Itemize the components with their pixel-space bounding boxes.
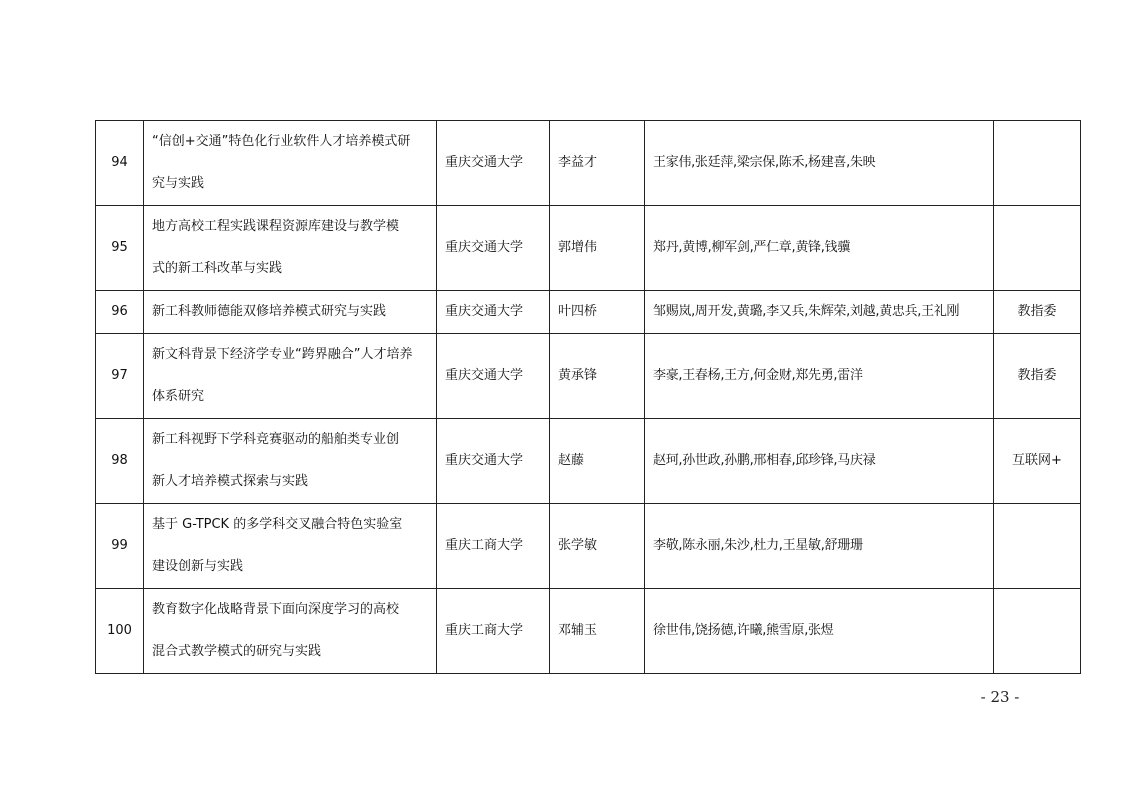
project-title-line: 究与实践	[152, 176, 205, 191]
row-number: 98	[96, 419, 144, 504]
row-number: 95	[96, 206, 144, 291]
project-title-line: 地方高校工程实践课程资源库建设与教学模	[152, 219, 400, 234]
remark: 教指委	[994, 291, 1081, 334]
row-number: 96	[96, 291, 144, 334]
project-title	[144, 419, 437, 504]
project-title	[144, 121, 437, 206]
school-name: 重庆工商大学	[437, 589, 550, 674]
school-name: 重庆交通大学	[437, 291, 550, 334]
row-number: 99	[96, 504, 144, 589]
project-title	[144, 206, 437, 291]
table-row	[96, 121, 1081, 206]
remark	[994, 121, 1081, 206]
project-title-line: 新人才培养模式探索与实践	[152, 474, 309, 489]
project-title-line: 体系研究	[152, 389, 205, 404]
school-name: 重庆交通大学	[437, 121, 550, 206]
remark: 教指委	[994, 334, 1081, 419]
table-row	[96, 589, 1081, 674]
team-members: 王家伟,张廷萍,梁宗保,陈禾,杨建喜,朱映	[645, 121, 994, 206]
table-row	[96, 291, 1081, 334]
project-title-line: 混合式教学模式的研究与实践	[152, 644, 322, 659]
school-name: 重庆交通大学	[437, 206, 550, 291]
project-leader: 叶四桥	[550, 291, 645, 334]
project-leader: 郭增伟	[550, 206, 645, 291]
table-row	[96, 206, 1081, 291]
remark	[994, 589, 1081, 674]
school-name: 重庆交通大学	[437, 334, 550, 419]
school-name: 重庆交通大学	[437, 419, 550, 504]
project-title	[144, 504, 437, 589]
row-number: 94	[96, 121, 144, 206]
project-title-line: 新工科教师德能双修培养模式研究与实践	[152, 304, 387, 319]
project-title-line: 教育数字化战略背景下面向深度学习的高校	[152, 602, 400, 617]
table-row	[96, 334, 1081, 419]
table-row	[96, 419, 1081, 504]
project-title-line: “信创+交通”特色化行业软件人才培养模式研	[152, 134, 411, 149]
project-title-line: 建设创新与实践	[152, 559, 244, 574]
school-name: 重庆工商大学	[437, 504, 550, 589]
project-leader: 李益才	[550, 121, 645, 206]
table-row	[96, 504, 1081, 589]
page-number: - 23 -	[980, 688, 1020, 706]
project-leader: 张学敏	[550, 504, 645, 589]
project-title	[144, 291, 437, 334]
project-leader: 黄承锋	[550, 334, 645, 419]
project-table	[95, 120, 1081, 674]
team-members: 赵珂,孙世政,孙鹏,邢相春,邱珍锋,马庆禄	[645, 419, 994, 504]
project-leader: 邓辅玉	[550, 589, 645, 674]
project-title	[144, 334, 437, 419]
team-members: 郑丹,黄博,柳军剑,严仁章,黄锋,钱骥	[645, 206, 994, 291]
project-title-line: 新工科视野下学科竞赛驱动的船舶类专业创	[152, 432, 400, 447]
team-members: 徐世伟,饶扬德,许曦,熊雪原,张煜	[645, 589, 994, 674]
project-title	[144, 589, 437, 674]
row-number: 100	[96, 589, 144, 674]
project-leader: 赵藤	[550, 419, 645, 504]
remark	[994, 504, 1081, 589]
team-members: 邹赐岚,周开发,黄璐,李又兵,朱辉荣,刘越,黄忠兵,王礼刚	[645, 291, 994, 334]
row-number: 97	[96, 334, 144, 419]
project-title-line: 基于 G-TPCK 的多学科交叉融合特色实验室	[152, 517, 403, 532]
team-members: 李豪,王春杨,王方,何金财,郑先勇,雷洋	[645, 334, 994, 419]
project-title-line: 式的新工科改革与实践	[152, 261, 283, 276]
project-title-line: 新文科背景下经济学专业“跨界融合”人才培养	[152, 347, 413, 362]
remark: 互联网+	[994, 419, 1081, 504]
team-members: 李敬,陈永丽,朱沙,杜力,王星敏,舒珊珊	[645, 504, 994, 589]
remark	[994, 206, 1081, 291]
